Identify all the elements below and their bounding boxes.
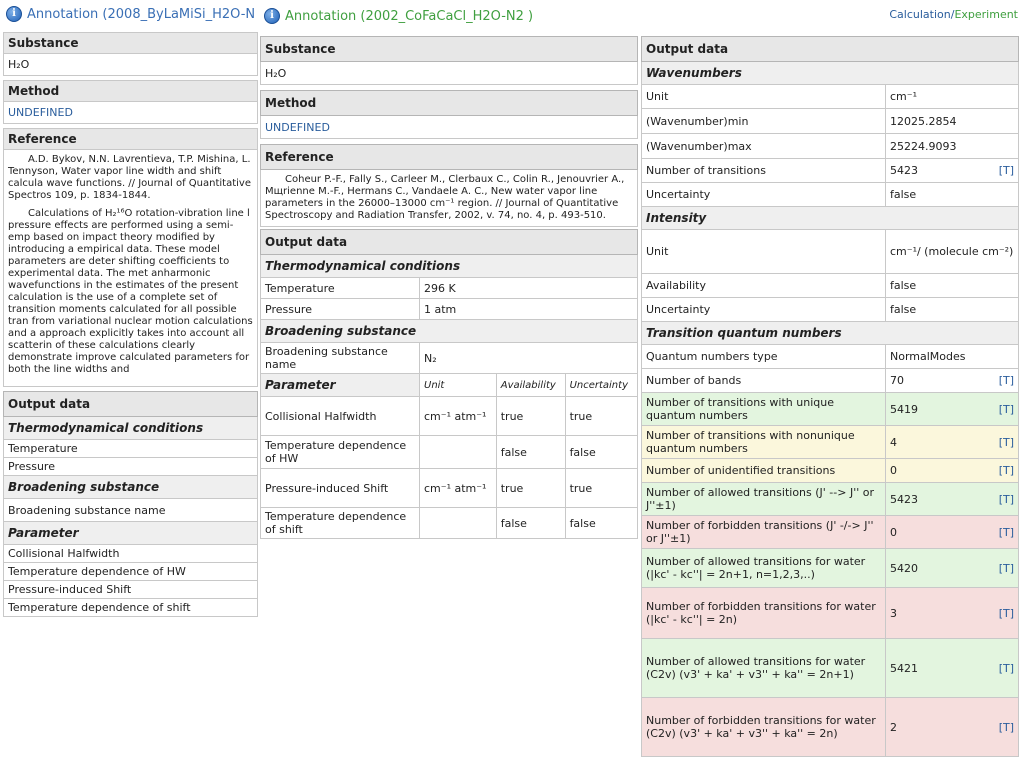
calculation-link[interactable]: Calculation xyxy=(889,8,951,21)
data-row xyxy=(642,426,1019,459)
table-link[interactable]: [T] xyxy=(998,464,1014,477)
info-icon[interactable]: i xyxy=(264,8,280,24)
data-row xyxy=(642,183,1019,207)
row-value: 0 xyxy=(890,464,897,477)
left-output-table: Output data Thermodynamical conditions Temperature Pressure Broadening substance Broadening substance name Parameter Collisional Halfwidth Temperature dependence of HW Pressure-induced Shift Temperature dependence of shift xyxy=(3,391,258,617)
calc-exp-links: Calculation/Experiment xyxy=(889,8,1018,21)
param-row: Pressure-induced Shift cm⁻¹ atm⁻¹ true true xyxy=(261,469,638,508)
data-row xyxy=(642,393,1019,426)
data-row xyxy=(642,134,1019,159)
row-key: Uncertainty xyxy=(642,183,886,207)
row-value: false xyxy=(890,188,917,201)
right-output-table: Output data Wavenumbers Unit cm⁻¹ (Wavenumber)min 12025.2854 (Wavenumber)max 25224.9093 Number of transitions 5423 [T] Uncertainty false Intensity Unit cm⁻¹/ (molecule cm⁻²) Availability false Uncertainty false Transition quantum numbers Quantum numbers type NormalModes Number of bands 70 [T] Number of transitions with unique quantum numbers 5419 [T] Number of transitions with nonunique quantum numbers 4 [T] Number of unidentified transitions 0 [T] Number of allowed transitions (J' --> J'' or J''±1) 5423 [T] Number of forbidden transitions (J' -/-> J'' or J''±1) 0 [T] Number of allowed transitions for water (|kc' - kc''| = 2n+1, n=1,2,3,..) 5420 [T] Number of forbidden transitions for water (|kc' - kc''| = 2n) 3 [T] Number of allowed transitions for water (C2v) (v3' + ka' + v3'' + ka'' = 2n+1) 5421 [T] Number of forbidden transitions for water (C2v) (v3' + ka' + v3'' + ka'' = 2n) 2 [T] xyxy=(641,36,1019,757)
middle-header-name[interactable]: 2002_CoFaCaCl_H2O-N2 ) xyxy=(365,8,534,24)
row-value: 12025.2854 xyxy=(890,114,957,128)
row-key: Number of bands xyxy=(642,369,886,393)
table-link[interactable]: [T] xyxy=(998,492,1014,506)
row-value: 5420 xyxy=(890,561,918,575)
row-value: 0 xyxy=(890,525,897,539)
middle-output-table: Output data Thermodynamical conditions Temperature 296 K Pressure 1 atm Broadening substance Broadening substance name N₂ Parameter Unit Availability Uncertainty Collisional Halfwidth cm⁻¹ atm⁻¹ true true Temperature dependence of HW false false Pressure-induced Shift cm⁻¹ atm⁻¹ true true Temperature dependence of shift false false xyxy=(260,229,638,539)
middle-header-prefix: Annotation ( xyxy=(285,8,366,24)
left-header xyxy=(0,0,258,28)
right-output-pane xyxy=(640,0,1024,768)
row-key: Number of transitions with nonunique quantum numbers xyxy=(642,426,886,459)
row-key: Number of transitions xyxy=(642,159,886,183)
table-link[interactable]: [T] xyxy=(998,561,1014,575)
data-row xyxy=(642,549,1019,588)
left-ref-citation: A.D. Bykov, N.N. Lavrentieva, T.P. Mishina, L. Tennyson, Water vapor line width and shift calcula wave functions. // Journal of Quantitative Spectros 109, p. 1834-1844. xyxy=(8,154,251,201)
row-value: 25224.9093 xyxy=(890,139,957,153)
data-row xyxy=(642,588,1019,639)
left-reference-box: Reference A.D. Bykov, N.N. Lavrentieva, T.P. Mishina, L. Tennyson, Water vapor line width and shift calcula wave functions. // Journal of Quantitative Spectros 109, p. 1834-1844. Calculations of H₂¹⁶O rotation-vibration line l pressure effects are performed using a semi-emp based on impact theory modified by introducing a empirical data. These model parameters are deter shifting coefficients to experimental data. The met anharmonic wavefunctions in the estimates of the present calculation is the use of a complete set of transition moments calculated for all possible tran from variational nuclear motion calculations and a approach explicitly takes into account all scatterin of these calculations clearly demonstrate improve calculated parameters for both the line widths and xyxy=(3,128,258,387)
row-value: 2 xyxy=(890,720,897,734)
row-key: Number of forbidden transitions (J' -/-> J'' or J''±1) xyxy=(642,516,886,549)
table-link[interactable]: [T] xyxy=(998,525,1014,539)
data-row xyxy=(642,274,1019,298)
row-value: 5423 xyxy=(890,164,918,177)
data-row xyxy=(642,698,1019,757)
row-value: 4 xyxy=(890,435,897,449)
data-row xyxy=(642,516,1019,549)
left-ref-abstract: Calculations of H₂¹⁶O rotation-vibration line l pressure effects are performed using a semi-emp based on impact theory modified by introducing a empirical data. These model parameters are deter shifting coefficients to experimental data. The met anharmonic wavefunctions in the estimates of the present calculation is the use of a complete set of transition moments calculated for all possible tran from variational nuclear motion calculations and a approach explicitly takes into account all scatterin of these calculations clearly demonstrate improve calculated parameters for both the line widths and xyxy=(8,208,253,375)
experiment-link[interactable]: Experiment xyxy=(954,8,1018,21)
row-key: Availability xyxy=(642,274,886,298)
table-link[interactable]: [T] xyxy=(998,402,1014,416)
middle-method-table: Method UNDEFINED xyxy=(260,90,638,139)
row-key: Number of allowed transitions for water (|kc' - kc''| = 2n+1, n=1,2,3,..) xyxy=(642,549,886,588)
data-row xyxy=(642,109,1019,134)
row-value: 70 xyxy=(890,374,904,387)
left-annotation-pane xyxy=(0,0,258,768)
info-icon[interactable]: i xyxy=(6,6,22,22)
row-value: cm⁻¹ xyxy=(890,90,917,103)
row-value: 5423 xyxy=(890,492,918,506)
row-value: 5421 xyxy=(890,661,918,675)
row-value: false xyxy=(890,279,917,292)
param-row: Temperature dependence of HW false false xyxy=(261,436,638,469)
table-link[interactable]: [T] xyxy=(998,374,1014,387)
row-key: Number of forbidden transitions for water (C2v) (v3' + ka' + v3'' + ka'' = 2n) xyxy=(642,698,886,757)
data-row xyxy=(642,345,1019,369)
row-value: false xyxy=(890,303,917,316)
row-key: (Wavenumber)max xyxy=(642,134,886,159)
row-key: Uncertainty xyxy=(642,298,886,322)
left-header-name[interactable]: 2008_ByLaMiSi_H2O-N xyxy=(107,6,256,22)
row-key: Number of allowed transitions for water (C2v) (v3' + ka' + v3'' + ka'' = 2n+1) xyxy=(642,639,886,698)
middle-header xyxy=(258,0,638,32)
table-link[interactable]: [T] xyxy=(998,661,1014,675)
middle-substance-table: Substance H₂O xyxy=(260,36,638,85)
row-key: Unit xyxy=(642,230,886,274)
data-row xyxy=(642,159,1019,183)
table-link[interactable]: [T] xyxy=(998,606,1014,620)
row-key: Number of forbidden transitions for water (|kc' - kc''| = 2n) xyxy=(642,588,886,639)
row-value: cm⁻¹/ (molecule cm⁻²) xyxy=(890,245,1014,258)
middle-annotation-pane xyxy=(258,0,638,768)
row-key: Number of allowed transitions (J' --> J'' or J''±1) xyxy=(642,483,886,516)
row-key: Quantum numbers type xyxy=(642,345,886,369)
left-header-prefix: Annotation ( xyxy=(27,6,108,22)
data-row xyxy=(642,85,1019,109)
row-value: NormalModes xyxy=(890,350,966,363)
left-substance-box: Substance H₂O xyxy=(3,32,258,76)
table-link[interactable]: [T] xyxy=(998,164,1014,177)
data-row xyxy=(642,483,1019,516)
table-link[interactable]: [T] xyxy=(998,720,1014,734)
data-row xyxy=(642,230,1019,274)
middle-reference-text: Coheur P.-F., Fally S., Carleer M., Clerbaux C., Colin R., Jenouvrier A., Мщrienne M.-F., Hermans C., Vandaele A. C., New water vapor line parameters in the 26000–13000 cm⁻¹ region. // Journal of Quantitative Spectroscopy and Radiation Transfer, 2002, v. 74, no. 4, p. 493-510. xyxy=(261,170,638,227)
left-method-box: Method UNDEFINED xyxy=(3,80,258,124)
row-value: 5419 xyxy=(890,402,918,416)
row-key: Number of transitions with unique quantum numbers xyxy=(642,393,886,426)
param-row: Collisional Halfwidth cm⁻¹ atm⁻¹ true true xyxy=(261,397,638,436)
data-row xyxy=(642,369,1019,393)
row-value: 3 xyxy=(890,606,897,620)
data-row xyxy=(642,298,1019,322)
row-key: Unit xyxy=(642,85,886,109)
table-link[interactable]: [T] xyxy=(998,435,1014,449)
data-row xyxy=(642,459,1019,483)
data-row xyxy=(642,639,1019,698)
row-key: (Wavenumber)min xyxy=(642,109,886,134)
row-key: Number of unidentified transitions xyxy=(642,459,886,483)
param-row: Temperature dependence of shift false false xyxy=(261,508,638,539)
middle-reference-table: Reference Coheur P.-F., Fally S., Carleer M., Clerbaux C., Colin R., Jenouvrier A., Мщrienne M.-F., Hermans C., Vandaele A. C., New water vapor line parameters in the 26000–13000 cm⁻¹ region. // Journal of Quantitative Spectroscopy and Radiation Transfer, 2002, v. 74, no. 4, p. 493-510. xyxy=(260,144,638,227)
